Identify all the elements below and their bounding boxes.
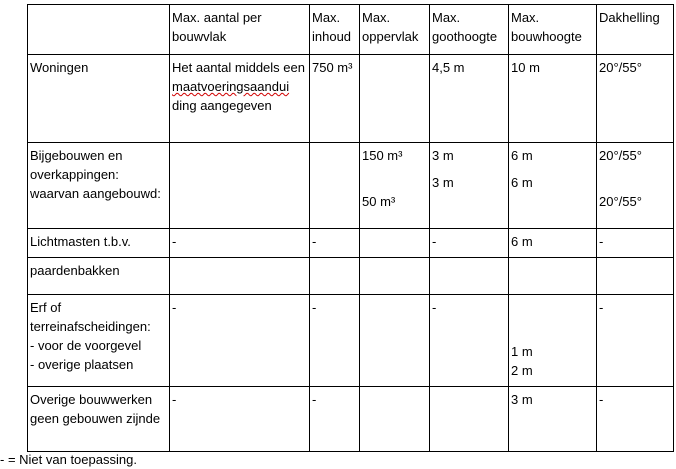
cell-text: 20°/55°	[599, 148, 642, 163]
cell-text: 2 m	[511, 363, 533, 378]
row-label: paardenbakken	[28, 258, 170, 295]
cell-inhoud: -	[310, 295, 360, 387]
cell-dakhelling: -	[597, 295, 674, 387]
cell-goothoogte	[430, 387, 509, 452]
cell-inhoud	[310, 143, 360, 229]
cell-text: 1 m	[511, 344, 533, 359]
row-label: Woningen	[28, 55, 170, 143]
cell-bouwhoogte	[509, 295, 597, 387]
header-max-oppervlak: Max. oppervlak	[360, 5, 430, 55]
cell-oppervlak	[360, 143, 430, 229]
cell-dakhelling	[597, 143, 674, 229]
cell-text: 6 m	[511, 175, 533, 190]
cell-goothoogte: -	[430, 229, 509, 258]
cell-inhoud: 750 m³	[310, 55, 360, 143]
cell-text: 3 m	[432, 175, 454, 190]
cell-bouwhoogte: 3 m	[509, 387, 597, 452]
row-label	[28, 295, 170, 387]
header-cell	[28, 5, 170, 55]
header-max-goothoogte: Max. goothoogte	[430, 5, 509, 55]
cell-aantal: -	[170, 387, 310, 452]
cell-dakhelling: 20°/55°	[597, 55, 674, 143]
regulations-table	[27, 4, 674, 452]
row-label: Lichtmasten t.b.v.	[28, 229, 170, 258]
cell-text: Het aantal middels een	[172, 60, 305, 75]
cell-text-spellcheck: maatvoeringsaandui	[172, 79, 290, 94]
cell-aantal: -	[170, 229, 310, 258]
footnote: - = Niet van toepassing.	[0, 452, 137, 467]
table-row-woningen	[28, 55, 674, 143]
row-label: Bijgebouwen en overkappingen: waarvan aangebouwd:	[28, 143, 170, 229]
cell-oppervlak	[360, 229, 430, 258]
cell-text: Erf of terreinafscheidingen:	[30, 300, 151, 334]
header-max-aantal: Max. aantal per bouwvlak	[170, 5, 310, 55]
table-row-paardenbakken	[28, 258, 674, 295]
cell-inhoud	[310, 258, 360, 295]
cell-aantal	[170, 143, 310, 229]
header-max-inhoud: Max. inhoud	[310, 5, 360, 55]
cell-text: 50 m³	[362, 194, 396, 209]
cell-text: - overige plaatsen	[30, 357, 134, 372]
header-dakhelling: Dakhelling	[597, 5, 674, 55]
cell-text: - voor de voorgevel	[30, 338, 142, 353]
cell-goothoogte	[430, 258, 509, 295]
cell-oppervlak	[360, 387, 430, 452]
cell-aantal: -	[170, 295, 310, 387]
cell-dakhelling: -	[597, 387, 674, 452]
cell-bouwhoogte	[509, 258, 597, 295]
cell-bouwhoogte: 6 m	[509, 229, 597, 258]
row-label: Overige bouwwerken geen gebouwen zijnde	[28, 387, 170, 452]
table-row-bijgebouwen	[28, 143, 674, 229]
cell-aantal	[170, 258, 310, 295]
cell-goothoogte: 4,5 m	[430, 55, 509, 143]
cell-text: 3 m	[432, 148, 454, 163]
cell-aantal	[170, 55, 310, 143]
cell-dakhelling	[597, 258, 674, 295]
cell-text: ding aangegeven	[172, 98, 272, 113]
table-row-lichtmasten	[28, 229, 674, 258]
cell-text: 150 m³	[362, 148, 403, 163]
cell-oppervlak	[360, 55, 430, 143]
cell-bouwhoogte: 10 m	[509, 55, 597, 143]
table-row-overige	[28, 387, 674, 452]
cell-goothoogte	[430, 143, 509, 229]
table-row-erf	[28, 295, 674, 387]
header-row	[28, 5, 674, 55]
header-max-bouwhoogte: Max. bouwhoogte	[509, 5, 597, 55]
cell-bouwhoogte	[509, 143, 597, 229]
cell-text: 6 m	[511, 148, 533, 163]
cell-inhoud: -	[310, 387, 360, 452]
cell-dakhelling: -	[597, 229, 674, 258]
cell-oppervlak	[360, 295, 430, 387]
cell-text: 20°/55°	[599, 194, 642, 209]
cell-oppervlak	[360, 258, 430, 295]
cell-inhoud: -	[310, 229, 360, 258]
cell-goothoogte: -	[430, 295, 509, 387]
